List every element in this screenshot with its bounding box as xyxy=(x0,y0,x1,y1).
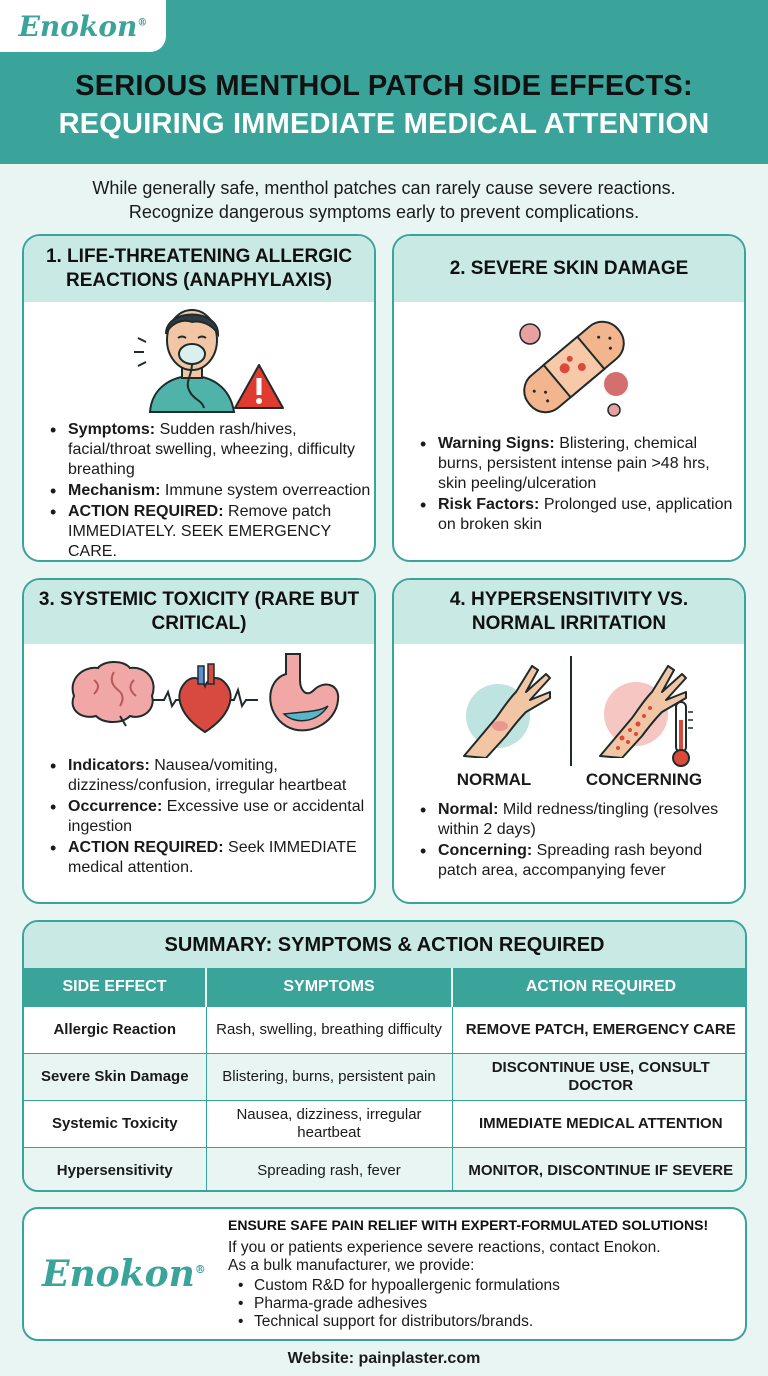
brand-logo[interactable] xyxy=(0,0,166,52)
arm-normal-icon xyxy=(456,658,556,758)
heart-icon xyxy=(150,660,260,736)
bandage-icon xyxy=(504,312,644,422)
list-item: • Occurrence: Excessive use or accidental ingestion xyxy=(48,797,376,837)
website-link[interactable]: Website: painplaster.com xyxy=(287,1350,481,1367)
footer-text-line1: If you or patients experience severe reactions, contact Enokon. xyxy=(228,1239,661,1256)
card-systemic-toxicity xyxy=(22,578,376,904)
card-title: 4. HYPERSENSITIVITY VS. NORMAL IRRITATION xyxy=(394,580,744,644)
table-cell: DISCONTINUE USE, CONSULT DOCTOR xyxy=(452,1053,747,1100)
table-cell: REMOVE PATCH, EMERGENCY CARE xyxy=(452,1006,747,1053)
card-title: 3. SYSTEMIC TOXICITY (RARE BUT CRITICAL) xyxy=(24,580,374,644)
footer-headline: ENSURE SAFE PAIN RELIEF WITH EXPERT-FORMULATED SOLUTIONS! xyxy=(228,1217,709,1233)
table-cell: Hypersensitivity xyxy=(24,1147,206,1192)
list-item: • ACTION REQUIRED: Remove patch IMMEDIATELY. SEEK EMERGENCY CARE. xyxy=(48,502,376,562)
table-cell: Systemic Toxicity xyxy=(24,1100,206,1147)
table-row xyxy=(24,1053,747,1100)
footer-logo[interactable] xyxy=(42,1253,206,1295)
bullet-list xyxy=(418,800,742,882)
table-header-row xyxy=(24,968,747,1006)
footer-text-line2: As a bulk manufacturer, we provide: xyxy=(228,1257,475,1274)
footer-text xyxy=(228,1239,738,1275)
logo-text: Enokon xyxy=(18,9,138,43)
thermometer-icon xyxy=(670,698,696,770)
column-header: SYMPTOMS xyxy=(206,968,452,1006)
brain-icon xyxy=(64,658,160,728)
table-cell: Rash, swelling, breathing difficulty xyxy=(206,1006,452,1053)
card-allergic-reactions xyxy=(22,234,376,562)
summary-title: SUMMARY: SYMPTOMS & ACTION REQUIRED xyxy=(24,922,745,968)
header-banner xyxy=(0,0,768,164)
card-title: 1. LIFE-THREATENING ALLERGIC REACTIONS (ANAPHYLAXIS) xyxy=(24,236,374,302)
registered-mark: ® xyxy=(137,17,148,29)
card-hypersensitivity xyxy=(392,578,746,904)
table-row xyxy=(24,1100,747,1147)
table-cell: Allergic Reaction xyxy=(24,1006,206,1053)
summary-table xyxy=(24,968,747,1192)
list-item: • Symptoms: Sudden rash/hives, facial/throat swelling, wheezing, difficulty breathing xyxy=(48,420,376,480)
normal-label: NORMAL xyxy=(456,770,532,789)
intro-line1: While generally safe, menthol patches can rarely cause severe reactions. xyxy=(92,178,676,198)
table-cell: Nausea, dizziness, irregular heartbeat xyxy=(206,1100,452,1147)
column-header: ACTION REQUIRED xyxy=(452,968,747,1006)
list-item: • Concerning: Spreading rash beyond patch area, accompanying fever xyxy=(418,841,742,881)
summary-table-section xyxy=(22,920,747,1192)
table-row xyxy=(24,1147,747,1192)
bullet-list xyxy=(48,756,376,879)
table-row xyxy=(24,1006,747,1053)
list-item: • Pharma-grade adhesives xyxy=(236,1295,560,1313)
list-item: • Warning Signs: Blistering, chemical burns, persistent intense pain >48 hrs, skin peeling/ulceration xyxy=(418,434,742,494)
bullet-list xyxy=(48,420,376,562)
page-title-line1: SERIOUS MENTHOL PATCH SIDE EFFECTS: xyxy=(75,70,693,102)
table-cell: Spreading rash, fever xyxy=(206,1147,452,1192)
footer-cta-box xyxy=(22,1207,747,1341)
column-header: SIDE EFFECT xyxy=(24,968,206,1006)
table-cell: IMMEDIATE MEDICAL ATTENTION xyxy=(452,1100,747,1147)
card-title: 2. SEVERE SKIN DAMAGE xyxy=(394,236,744,302)
list-item: • Technical support for distributors/brands. xyxy=(236,1313,560,1331)
divider xyxy=(570,656,572,766)
intro-line2: Recognize dangerous symptoms early to prevent complications. xyxy=(128,202,640,222)
concerning-label: CONCERNING xyxy=(585,770,703,789)
bullet-list xyxy=(418,434,742,536)
intro-text xyxy=(20,176,748,224)
list-item: • Mechanism: Immune system overreaction xyxy=(48,481,376,501)
warning-triangle-icon xyxy=(232,362,286,412)
list-item: • Risk Factors: Prolonged use, application on broken skin xyxy=(418,495,742,535)
list-item: • Indicators: Nausea/vomiting, dizziness/confusion, irregular heartbeat xyxy=(48,756,376,796)
list-item: • Normal: Mild redness/tingling (resolves within 2 days) xyxy=(418,800,742,840)
table-cell: Severe Skin Damage xyxy=(24,1053,206,1100)
list-item: • ACTION REQUIRED: Seek IMMEDIATE medical attention. xyxy=(48,838,376,878)
registered-mark: ® xyxy=(194,1263,206,1276)
list-item: • Custom R&D for hypoallergenic formulations xyxy=(236,1277,560,1295)
table-cell: MONITOR, DISCONTINUE IF SEVERE xyxy=(452,1147,747,1192)
card-severe-skin-damage xyxy=(392,234,746,562)
logo-text: Enokon xyxy=(42,1253,195,1295)
table-cell: Blistering, burns, persistent pain xyxy=(206,1053,452,1100)
stomach-icon xyxy=(260,650,344,736)
page-title-line2: REQUIRING IMMEDIATE MEDICAL ATTENTION xyxy=(58,108,710,140)
services-list xyxy=(236,1277,560,1331)
